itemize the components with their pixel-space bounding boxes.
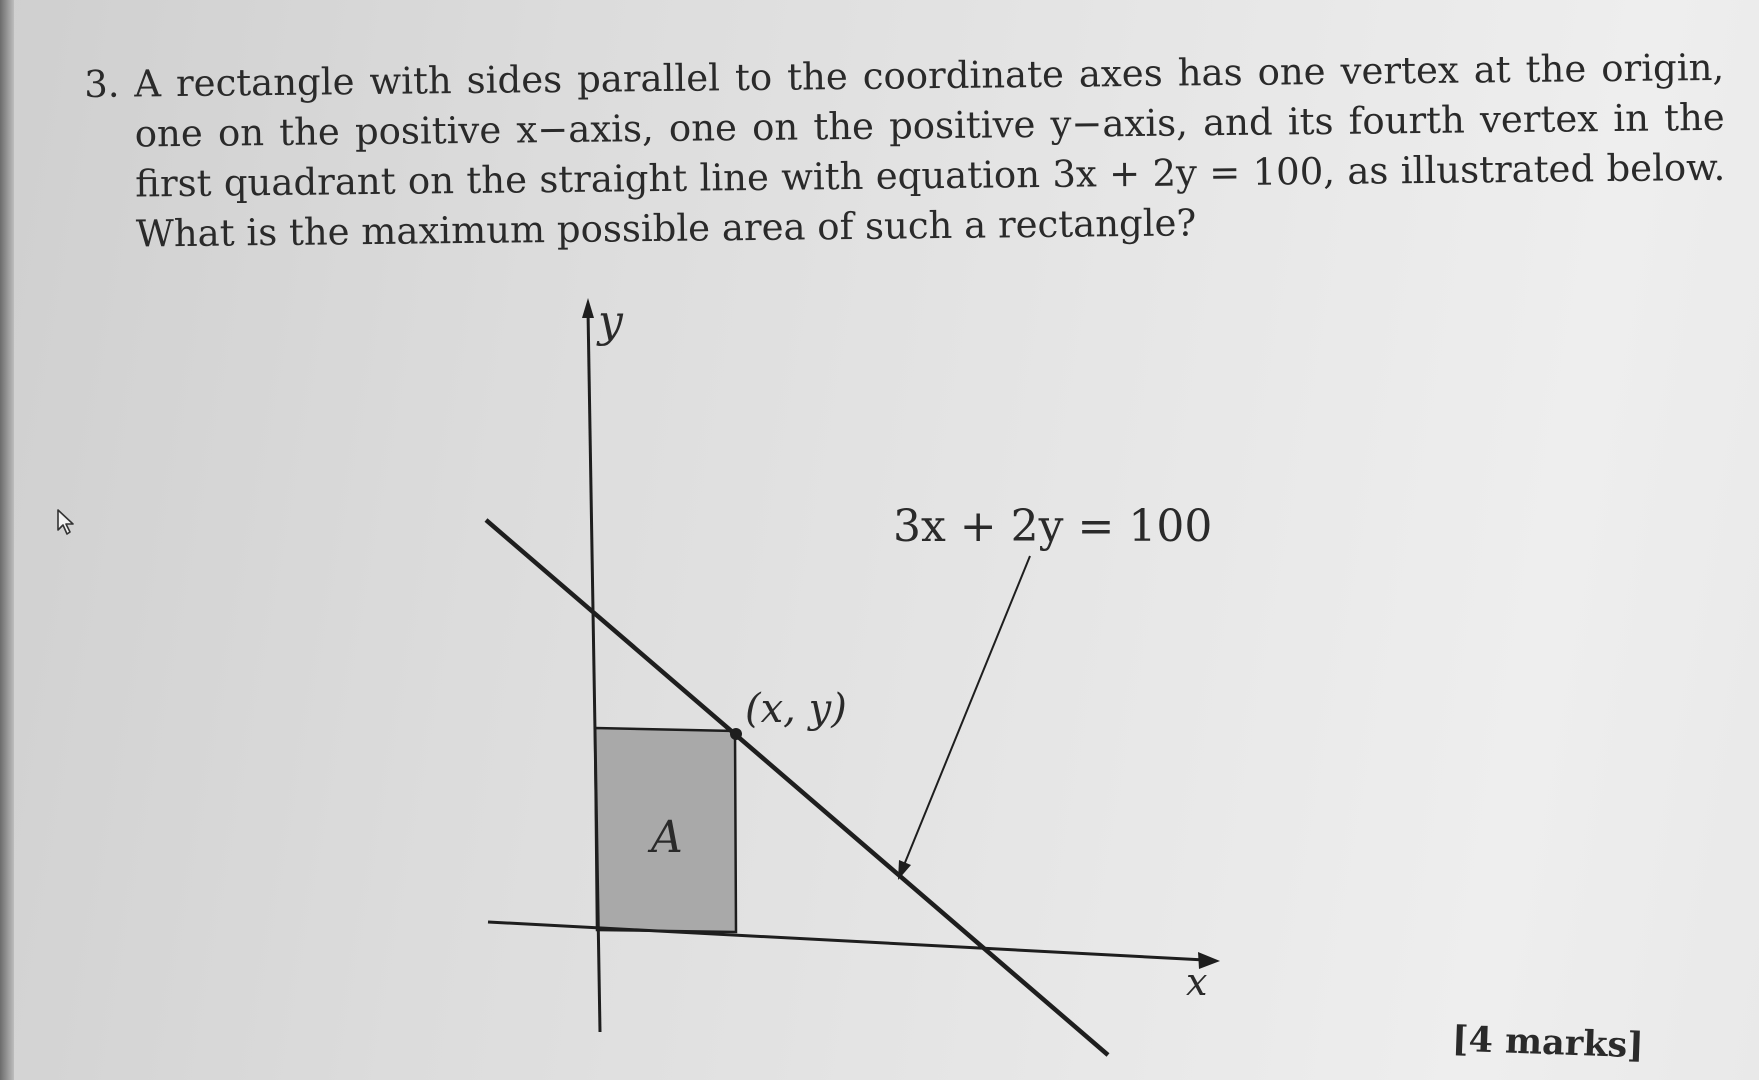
label-pointer-line	[902, 556, 1030, 870]
y-axis-label: y	[598, 296, 623, 347]
y-axis	[588, 310, 600, 1032]
x-axis	[488, 922, 1205, 960]
constraint-line	[486, 520, 1108, 1055]
x-axis-label: x	[1186, 960, 1208, 1004]
vertex-point-label: (x, y)	[745, 686, 847, 732]
vertex-point	[730, 728, 742, 740]
marks-label: [4 marks]	[1451, 1018, 1645, 1067]
line-equation-label: 3x + 2y = 100	[893, 501, 1213, 552]
mouse-pointer-icon	[56, 508, 78, 536]
question-number: 3.	[84, 62, 120, 106]
y-axis-arrowhead	[582, 298, 594, 318]
question-text: A rectangle with sides parallel to the coordinate axes has one vertex at the origin, one on the positive x−axis, one on the positive y−axis, and its fourth vertex in the first quadrant on the straight line with equation 3x + 2y = 100, as illustrated below. What is the maximum possible area of such a rectangle?	[134, 45, 1726, 256]
area-label: A	[651, 812, 683, 863]
